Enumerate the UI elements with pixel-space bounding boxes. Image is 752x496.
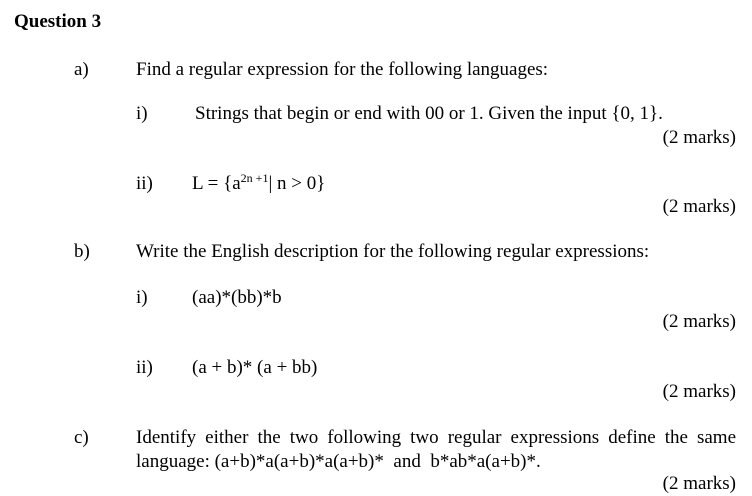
- part-c-text-line-1: Identify either the two following two regular expressions define the same: [136, 427, 736, 448]
- part-a-ii-marks: (2 marks): [662, 196, 736, 217]
- part-a-i-text: Strings that begin or end with 00 or 1. Given the input {0, 1}.: [195, 103, 663, 124]
- question-title: Question 3: [14, 11, 102, 32]
- part-a-ii-expression: [192, 171, 326, 194]
- part-a-ii-expr-suffix: | n > 0}: [268, 173, 326, 194]
- part-b-i-expression: (aa)*(bb)*b: [192, 287, 282, 308]
- part-a-prompt: Find a regular expression for the following languages:: [136, 59, 549, 80]
- part-a-i-marks: (2 marks): [662, 127, 736, 148]
- part-b-label: b): [74, 241, 90, 262]
- part-b-prompt: Write the English description for the following regular expressions:: [136, 241, 650, 262]
- part-b-i-marks: (2 marks): [662, 311, 736, 332]
- part-b-ii-label: ii): [136, 357, 153, 378]
- part-a-ii-expr-prefix: L = {a: [192, 173, 241, 194]
- part-a-ii-expr-exponent: 2n +1: [240, 171, 269, 185]
- part-c-marks: (2 marks): [662, 473, 736, 494]
- part-a-i-label: i): [136, 103, 148, 124]
- part-a-label: a): [74, 59, 89, 80]
- part-b-ii-marks: (2 marks): [662, 381, 736, 402]
- part-b-ii-expression: (a + b)* (a + bb): [192, 357, 318, 378]
- part-c-label: c): [74, 427, 89, 448]
- part-a-ii-label: ii): [136, 173, 153, 194]
- part-c-text-line-2: language: (a+b)*a(a+b)*a(a+b)* and b*ab*a(a+b)*.: [136, 451, 541, 472]
- part-b-i-label: i): [136, 287, 148, 308]
